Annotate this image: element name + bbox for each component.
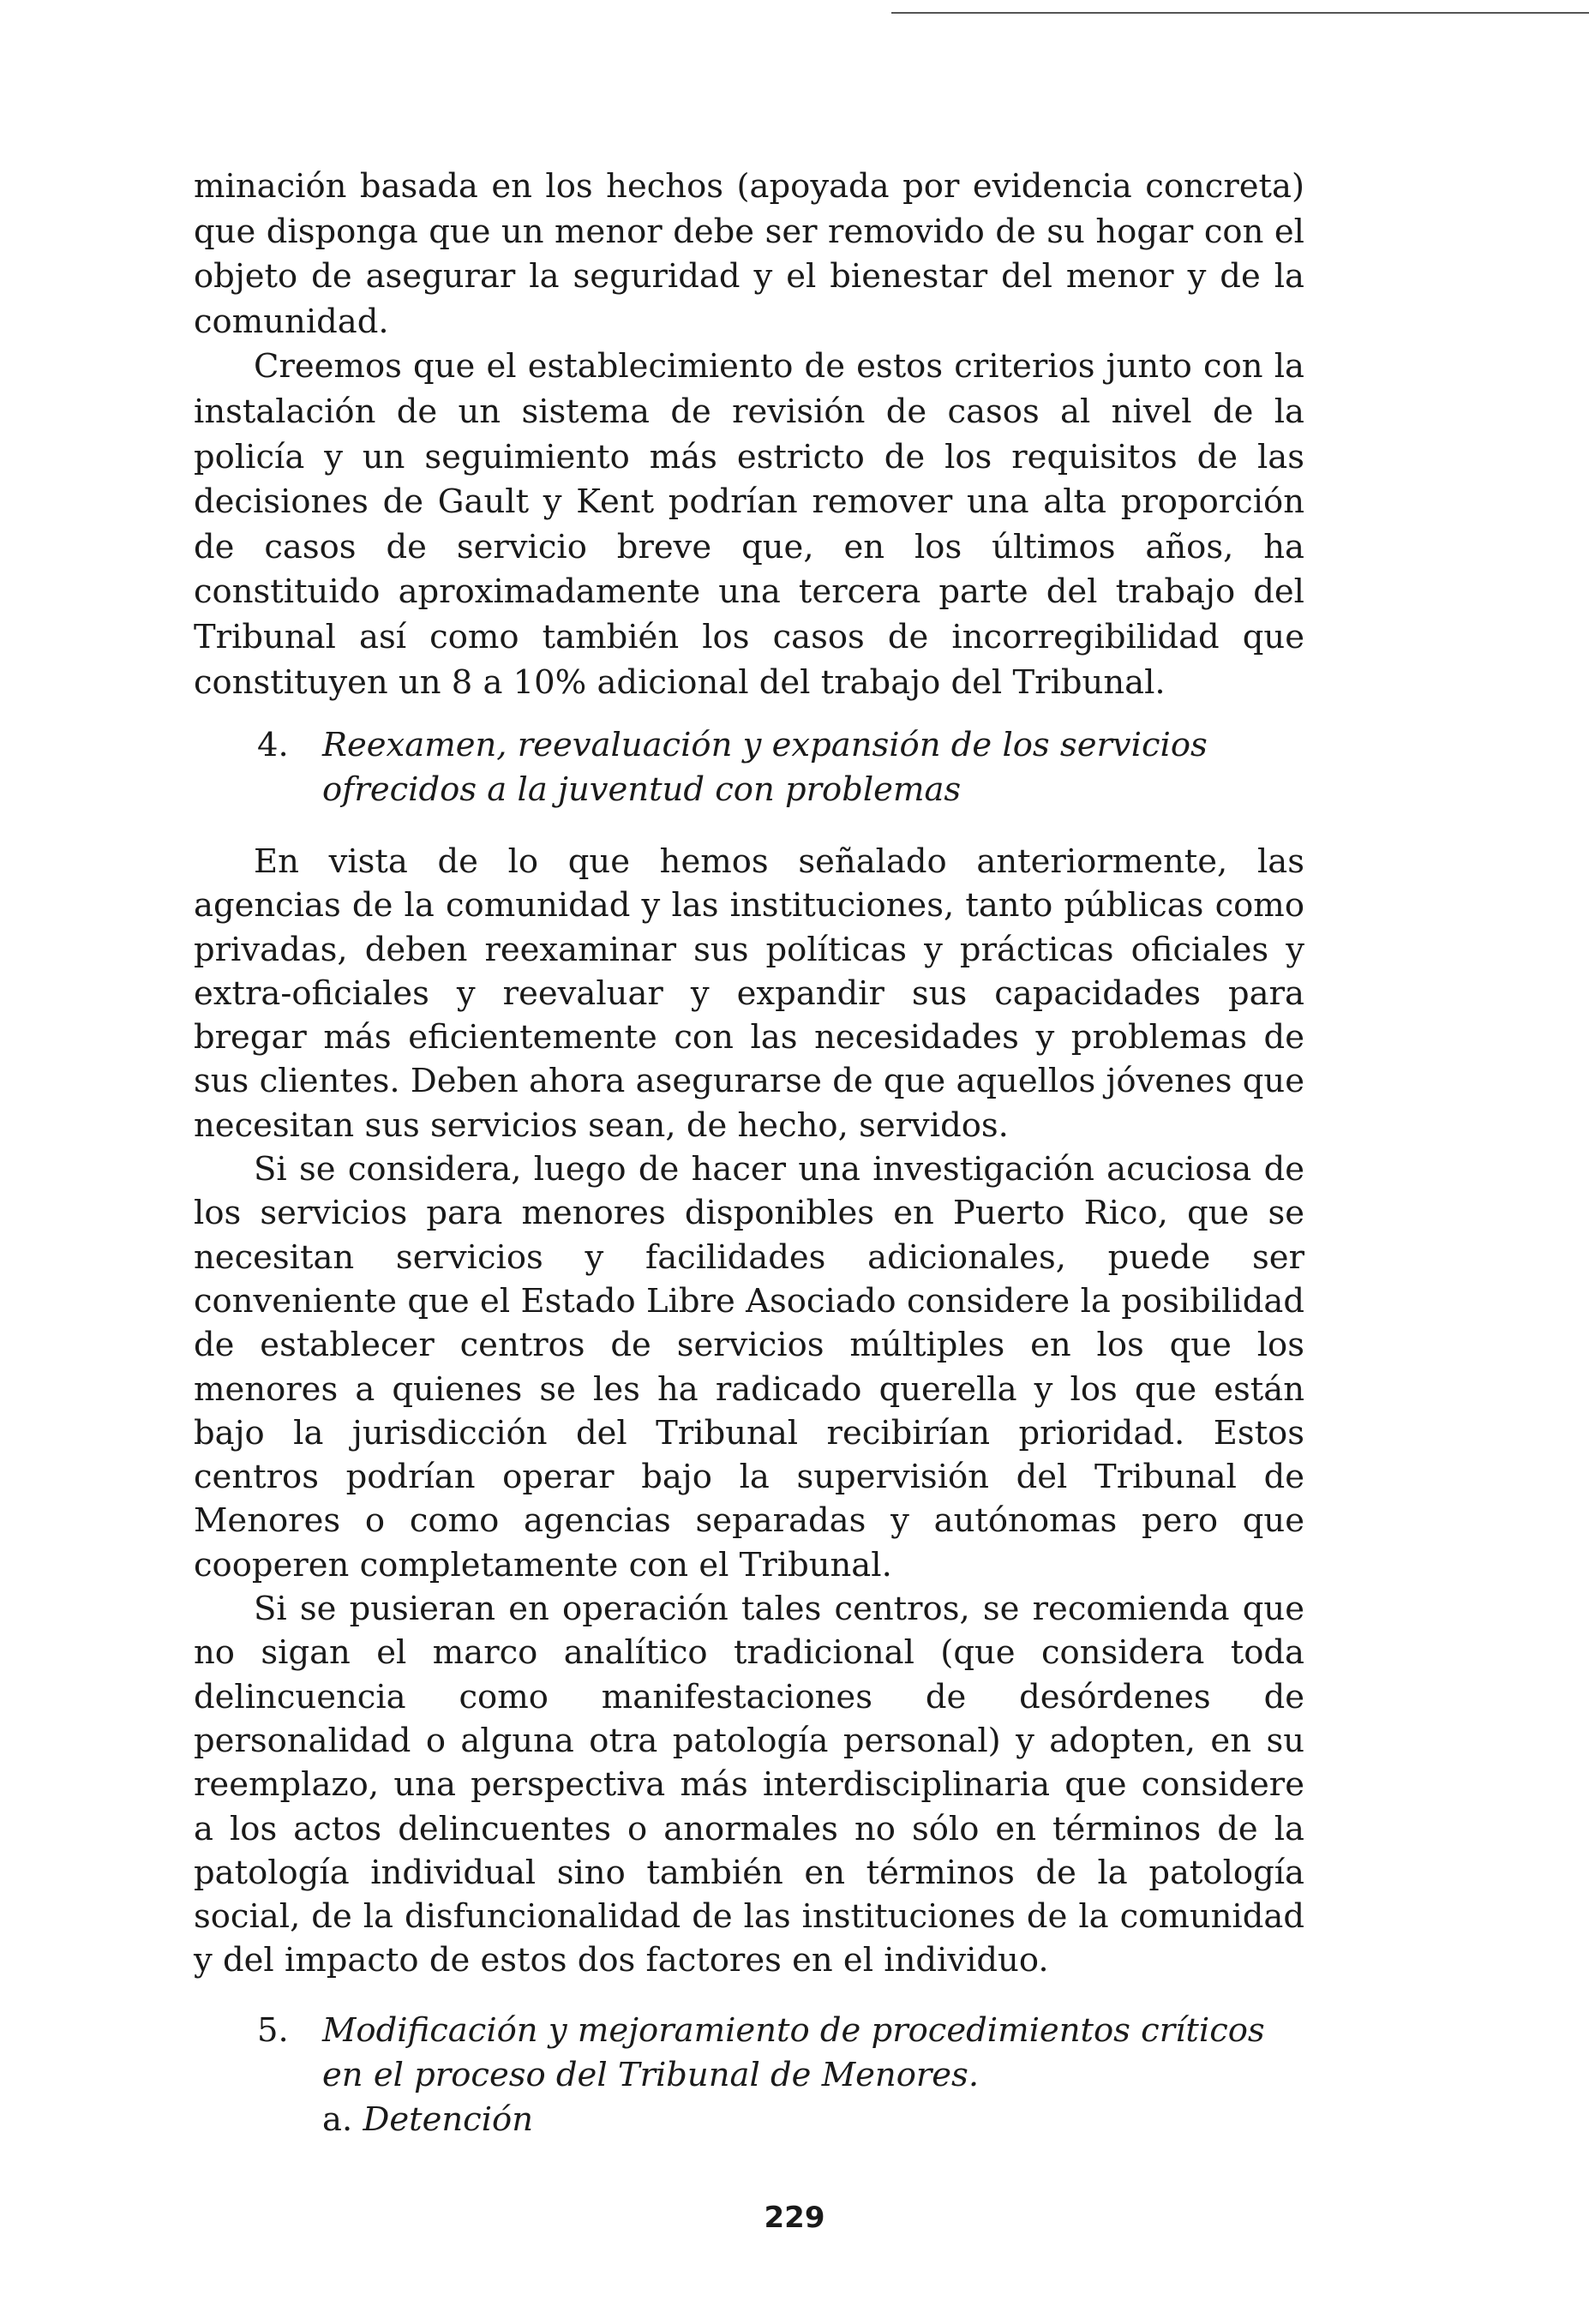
top-rule — [891, 12, 1589, 14]
page-number: 229 — [764, 2201, 825, 2235]
section-5-heading — [257, 2009, 1304, 2142]
section-5-title-line1 — [257, 2009, 1304, 2053]
top-text-block — [194, 165, 1304, 705]
subsection-a-title: Detención — [363, 2100, 534, 2139]
section-4-title-text1: Reexamen, reevaluación y expansión de los servicios — [322, 726, 1208, 764]
paragraph-considera: Si se considera, luego de hacer una investigación acuciosa de los servicios para menores disponibles en Puerto Rico, que se necesitan servicios y facilidades adicionales, puede ser conveniente que el Estado Libre Asociado considere la posibilidad de establecer centros de servicios múltiples en los que los menores a quienes se les ha radicado querella y los que están bajo la jurisdicción del Tribunal recibirían prioridad. Estos centros podrían operar bajo la supervisión del Tribunal de Menores o como agencias separadas y autónomas pero que cooperen completamente con el Tribunal. — [194, 1150, 1304, 1584]
body-text-block — [194, 840, 1304, 1983]
section-4-heading — [257, 723, 1304, 812]
subsection-a-heading — [257, 2098, 1304, 2142]
section-4-title-line2: ofrecidos a la juventud con problemas — [322, 770, 962, 809]
section-4-number: 4. — [257, 726, 289, 764]
section-5-title-line2: en el proceso del Tribunal de Menores. — [322, 2056, 980, 2094]
paragraph-criterios: Creemos que el establecimiento de estos criterios junto con la instalación de un sistema de revisión de casos al nivel de la policía y un seguimiento más estricto de los requisitos de las decisiones de Gault y Kent podrían remover una alta proporción de casos de servicio breve que, en los últimos años, ha constituido aproximadamente una tercera parte del trabajo del Tribunal así como también los casos de incorregibilidad que constituyen un 8 a 10% adicional del trabajo del Tribunal. — [194, 347, 1304, 702]
paragraph-pusieran: Si se pusieran en operación tales centros, se recomienda que no sigan el marco analítico tradicional (que considera toda delincuencia como manifestaciones de desórdenes de personalidad o alguna otra patología personal) y adopten, en su reemplazo, una perspectiva más interdisciplinaria que considere a los actos delincuentes o anormales no sólo en términos de la patología individual sino también en términos de la patología social, de la disfuncionalidad de las instituciones de la comunidad y del impacto de estos dos factores en el individuo. — [194, 1590, 1304, 1980]
section-4-title-line1 — [257, 723, 1304, 768]
subsection-a-letter: a. — [322, 2100, 353, 2139]
section-5-number: 5. — [257, 2011, 289, 2050]
paragraph-vista: En vista de lo que hemos señalado anteriormente, las agencias de la comunidad y las instituciones, tanto públicas como privadas, deben reexaminar sus políticas y prácticas oficiales y extra-oficiales y reevaluar y expandir sus capacidades para bregar más eficientemente con las necesidades y problemas de sus clientes. Deben ahora asegurarse de que aquellos jóvenes que necesitan sus servicios sean, de hecho, servidos. — [194, 842, 1304, 1145]
section-5-title-text1: Modificación y mejoramiento de procedimientos críticos — [322, 2011, 1265, 2050]
opening-paragraph: minación basada en los hechos (apoyada por evidencia concreta) que disponga que un menor debe ser removido de su hogar con el objeto de asegurar la seguridad y el bienestar del menor y de la comunidad. — [194, 167, 1304, 341]
